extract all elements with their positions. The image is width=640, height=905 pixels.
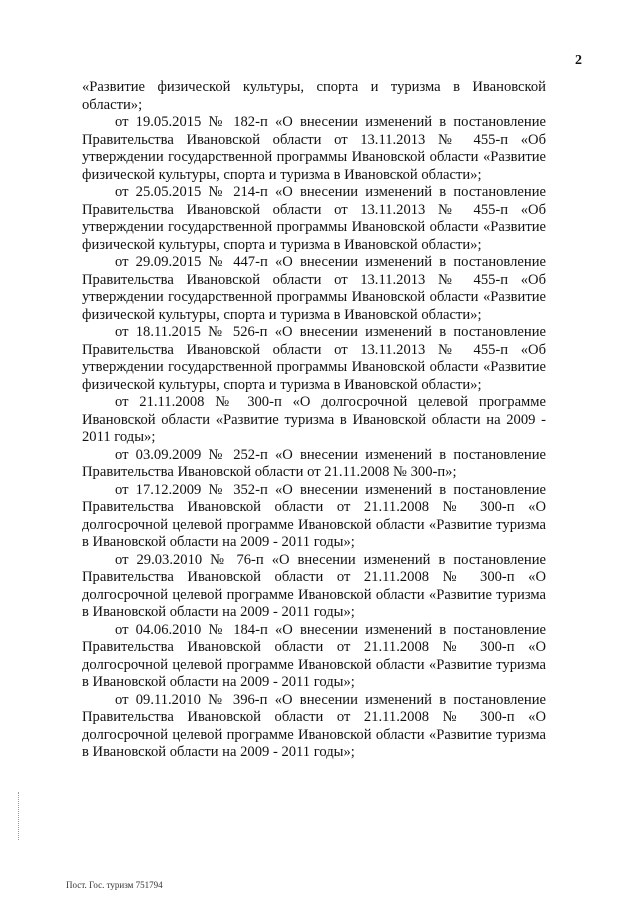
paragraph: от 09.11.2010 № 396-п «О внесении изменений в постановление Правительства Ивановской области от 21.11.2008 № 300-п «О долгосрочной целевой программе Ивановской области «Развитие туризма в Ивановской области на 2009 - 2011 годы»;: [82, 691, 546, 760]
paragraph: от 03.09.2009 № 252-п «О внесении изменений в постановление Правительства Ивановской области от 21.11.2008 № 300-п»;: [82, 446, 546, 480]
margin-stamp-mark: [18, 792, 21, 840]
paragraph: «Развитие физической культуры, спорта и туризма в Ивановской области»;: [82, 79, 546, 113]
paragraph: от 25.05.2015 № 214-п «О внесении изменений в постановление Правительства Ивановской области от 13.11.2013 № 455-п «Об утверждении государственной программы Ивановской области «Развитие физической культуры, спорта и туризма в Ивановской области»;: [82, 184, 546, 253]
paragraph: от 17.12.2009 № 352-п «О внесении изменений в постановление Правительства Ивановской области от 21.11.2008 № 300-п «О долгосрочной целевой программе Ивановской области «Развитие туризма в Ивановской области на 2009 - 2011 годы»;: [82, 481, 546, 550]
footer-reference: Пост. Гос. туризм 751794: [66, 880, 163, 890]
paragraph: от 19.05.2015 № 182-п «О внесении изменений в постановление Правительства Ивановской области от 13.11.2013 № 455-п «Об утверждении государственной программы Ивановской области «Развитие физической культуры, спорта и туризма в Ивановской области»;: [82, 114, 546, 183]
document-body: [82, 79, 546, 762]
paragraph: от 29.03.2010 № 76-п «О внесении изменений в постановление Правительства Ивановской области от 21.11.2008 № 300-п «О долгосрочной целевой программе Ивановской области «Развитие туризма в Ивановской области на 2009 - 2011 годы»;: [82, 551, 546, 620]
paragraph: от 04.06.2010 № 184-п «О внесении изменений в постановление Правительства Ивановской области от 21.11.2008 № 300-п «О долгосрочной целевой программе Ивановской области «Развитие туризма в Ивановской области на 2009 - 2011 годы»;: [82, 621, 546, 690]
paragraph: от 21.11.2008 № 300-п «О долгосрочной целевой программе Ивановской области «Развитие туризма в Ивановской области на 2009 - 2011 годы»;: [82, 394, 546, 445]
paragraph: от 29.09.2015 № 447-п «О внесении изменений в постановление Правительства Ивановской области от 13.11.2013 № 455-п «Об утверждении государственной программы Ивановской области «Развитие физической культуры, спорта и туризма в Ивановской области»;: [82, 254, 546, 323]
page-number: 2: [575, 53, 582, 68]
paragraph: от 18.11.2015 № 526-п «О внесении изменений в постановление Правительства Ивановской области от 13.11.2013 № 455-п «Об утверждении государственной программы Ивановской области «Развитие физической культуры, спорта и туризма в Ивановской области»;: [82, 324, 546, 393]
